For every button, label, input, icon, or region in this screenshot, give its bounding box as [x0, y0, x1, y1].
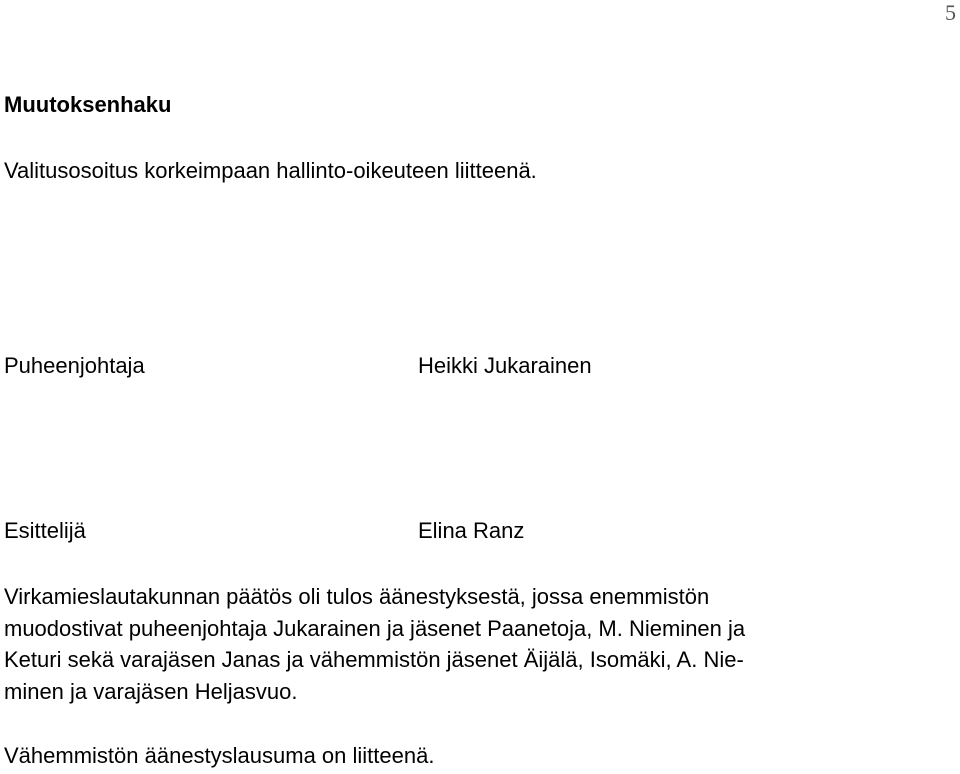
decision-line: Keturi sekä varajäsen Janas ja vähemmistön jäsenet Äijälä, Isomäki, A. Nie-	[4, 647, 744, 672]
decision-line: Virkamieslautakunnan päätös oli tulos äänestyksestä, jossa enemmistön	[4, 584, 710, 609]
appeal-note: Valitusosoitus korkeimpaan hallinto-oikeuteen liitteenä.	[4, 158, 537, 183]
signature-name-presenter: Elina Ranz	[418, 518, 525, 543]
signature-role-presenter: Esittelijä	[4, 518, 86, 543]
decision-line: minen ja varajäsen Heljasvuo.	[4, 678, 298, 704]
decision-line: muodostivat puheenjohtaja Jukarainen ja jäsenet Paanetoja, M. Nieminen ja	[4, 615, 746, 641]
minority-note: Vähemmistön äänestyslausuma on liitteenä.	[4, 743, 435, 768]
decision-paragraph	[4, 581, 949, 707]
section-heading: Muutoksenhaku	[4, 92, 172, 117]
page-number: 5	[945, 0, 956, 25]
signature-role-chair: Puheenjohtaja	[4, 353, 145, 378]
signature-name-chair: Heikki Jukarainen	[418, 353, 592, 378]
